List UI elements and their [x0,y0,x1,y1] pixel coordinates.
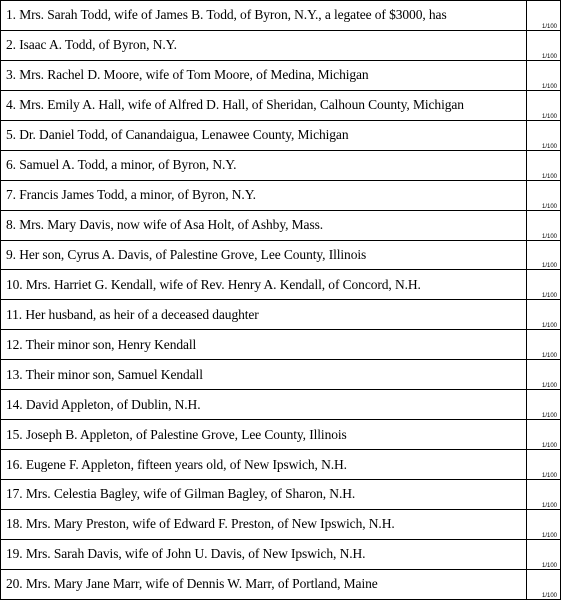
table-row [1,30,561,60]
share-fraction: 1/100 [541,353,557,360]
share-fraction: 1/100 [541,203,557,210]
table-row [1,300,561,330]
legatee-description: 5. Dr. Daniel Todd, of Canandaigua, Lenawee County, Michigan [1,120,527,150]
legatee-description: 20. Mrs. Mary Jane Marr, wife of Dennis W. Marr, of Portland, Maine [1,569,527,599]
table-row [1,180,561,210]
legatee-description: 16. Eugene F. Appleton, fifteen years old, of New Ipswich, N.H. [1,450,527,480]
table-row [1,150,561,180]
table-row [1,120,561,150]
share-fraction: 1/100 [541,53,557,60]
share-fraction: 1/100 [541,532,557,539]
legatee-table-body [1,1,561,600]
share-fraction: 1/100 [541,323,557,330]
share-fraction: 1/100 [541,593,557,599]
table-row [1,330,561,360]
share-cell [527,60,561,90]
table-row [1,390,561,420]
legatee-description: 15. Joseph B. Appleton, of Palestine Grove, Lee County, Illinois [1,420,527,450]
share-cell [527,569,561,599]
share-fraction: 1/100 [541,233,557,240]
legatee-description: 18. Mrs. Mary Preston, wife of Edward F. Preston, of New Ipswich, N.H. [1,509,527,539]
share-fraction: 1/100 [541,173,557,180]
share-cell [527,90,561,120]
share-cell [527,30,561,60]
legatee-description: 9. Her son, Cyrus A. Davis, of Palestine Grove, Lee County, Illinois [1,240,527,270]
table-row [1,60,561,90]
share-fraction: 1/100 [541,23,557,30]
share-cell [527,480,561,510]
share-cell [527,300,561,330]
share-cell [527,360,561,390]
share-cell [527,330,561,360]
legatee-description: 6. Samuel A. Todd, a minor, of Byron, N.Y. [1,150,527,180]
share-fraction: 1/100 [541,413,557,420]
legatee-description: 8. Mrs. Mary Davis, now wife of Asa Holt, of Ashby, Mass. [1,210,527,240]
table-row [1,539,561,569]
share-cell [527,150,561,180]
share-fraction: 1/100 [541,263,557,270]
legatee-description: 11. Her husband, as heir of a deceased daughter [1,300,527,330]
table-row [1,569,561,599]
legatee-description: 19. Mrs. Sarah Davis, wife of John U. Davis, of New Ipswich, N.H. [1,539,527,569]
share-cell [527,390,561,420]
share-cell [527,509,561,539]
legatee-description: 12. Their minor son, Henry Kendall [1,330,527,360]
share-fraction: 1/100 [541,293,557,300]
table-row [1,509,561,539]
legatee-description: 4. Mrs. Emily A. Hall, wife of Alfred D. Hall, of Sheridan, Calhoun County, Michigan [1,90,527,120]
share-cell [527,120,561,150]
share-fraction: 1/100 [541,473,557,479]
share-cell [527,210,561,240]
share-cell [527,539,561,569]
legatee-description: 3. Mrs. Rachel D. Moore, wife of Tom Moore, of Medina, Michigan [1,60,527,90]
share-cell [527,180,561,210]
share-cell [527,1,561,31]
share-fraction: 1/100 [541,502,557,509]
share-fraction: 1/100 [541,443,557,450]
share-fraction: 1/100 [541,143,557,150]
table-row [1,360,561,390]
share-cell [527,450,561,480]
table-row [1,90,561,120]
legatee-description: 7. Francis James Todd, a minor, of Byron, N.Y. [1,180,527,210]
table-row [1,210,561,240]
share-cell [527,420,561,450]
share-fraction: 1/100 [541,113,557,120]
legatee-description: 2. Isaac A. Todd, of Byron, N.Y. [1,30,527,60]
table-row [1,1,561,31]
legatee-description: 14. David Appleton, of Dublin, N.H. [1,390,527,420]
table-row [1,450,561,480]
share-fraction: 1/100 [541,562,557,569]
legatee-description: 17. Mrs. Celestia Bagley, wife of Gilman Bagley, of Sharon, N.H. [1,480,527,510]
table-row [1,240,561,270]
table-row [1,480,561,510]
share-fraction: 1/100 [541,383,557,390]
legatee-description: 1. Mrs. Sarah Todd, wife of James B. Todd, of Byron, N.Y., a legatee of $3000, has [1,1,527,31]
legatee-description: 10. Mrs. Harriet G. Kendall, wife of Rev. Henry A. Kendall, of Concord, N.H. [1,270,527,300]
legatee-description: 13. Their minor son, Samuel Kendall [1,360,527,390]
share-fraction: 1/100 [541,83,557,90]
table-row [1,270,561,300]
share-cell [527,240,561,270]
table-row [1,420,561,450]
share-cell [527,270,561,300]
